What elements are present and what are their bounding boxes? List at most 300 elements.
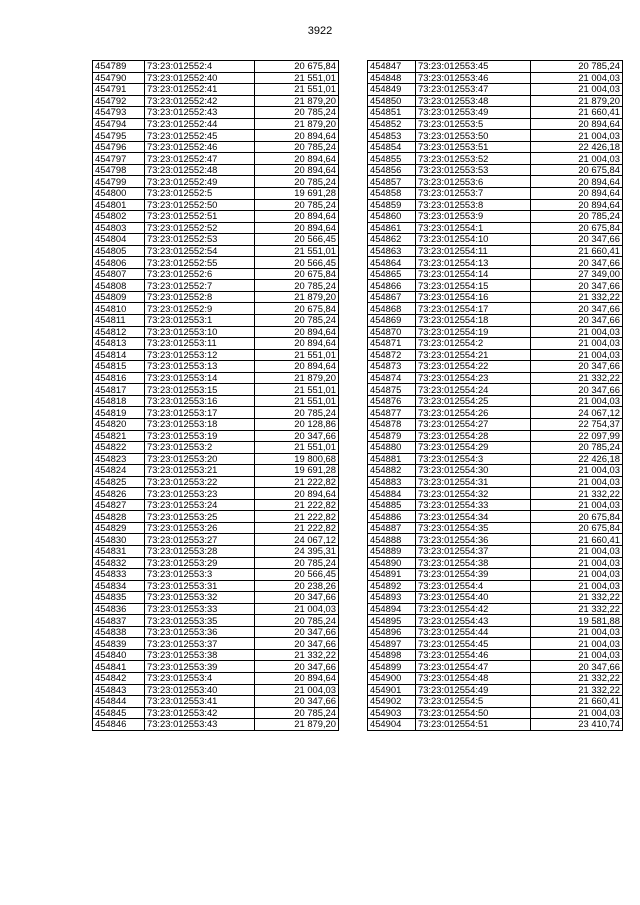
cadastral-value: 20 894,64: [531, 118, 623, 130]
row-number: 454853: [368, 130, 416, 142]
row-number: 454819: [93, 407, 145, 419]
table-row: [93, 84, 339, 96]
cadastral-number: 73:23:012553:7: [416, 188, 531, 200]
cadastral-number: 73:23:012553:1: [145, 315, 255, 327]
table-row: [368, 615, 623, 627]
table-row: [93, 522, 339, 534]
row-number: 454845: [93, 707, 145, 719]
row-number: 454878: [368, 418, 416, 430]
cadastral-number: 73:23:012554:37: [416, 545, 531, 557]
cadastral-value: 20 347,66: [531, 257, 623, 269]
table-row: [368, 592, 623, 604]
row-number: 454874: [368, 372, 416, 384]
table-row: [368, 280, 623, 292]
cadastral-number: 73:23:012553:28: [145, 545, 255, 557]
cadastral-value: 20 675,84: [255, 61, 339, 73]
cadastral-number: 73:23:012554:50: [416, 707, 531, 719]
row-number: 454797: [93, 153, 145, 165]
table-row: [93, 719, 339, 731]
cadastral-number: 73:23:012553:29: [145, 557, 255, 569]
cadastral-value: 21 332,22: [531, 672, 623, 684]
table-row: [93, 615, 339, 627]
table-row: [368, 176, 623, 188]
row-number: 454893: [368, 592, 416, 604]
cadastral-value: 21 004,03: [531, 557, 623, 569]
row-number: 454894: [368, 603, 416, 615]
cadastral-value: 21 004,03: [531, 130, 623, 142]
cadastral-number: 73:23:012554:19: [416, 326, 531, 338]
table-row: [368, 234, 623, 246]
cadastral-number: 73:23:012552:51: [145, 211, 255, 223]
cadastral-value: 21 004,03: [531, 638, 623, 650]
table-row: [368, 661, 623, 673]
table-row: [368, 118, 623, 130]
cadastral-value: 19 691,28: [255, 188, 339, 200]
register-table-left-body: [93, 61, 339, 731]
table-row: [93, 245, 339, 257]
row-number: 454814: [93, 349, 145, 361]
table-row: [93, 499, 339, 511]
cadastral-value: 19 800,68: [255, 453, 339, 465]
cadastral-value: 21 004,03: [531, 84, 623, 96]
row-number: 454808: [93, 280, 145, 292]
table-row: [368, 61, 623, 73]
cadastral-number: 73:23:012554:47: [416, 661, 531, 673]
cadastral-number: 73:23:012553:48: [416, 95, 531, 107]
row-number: 454795: [93, 130, 145, 142]
cadastral-number: 73:23:012553:43: [145, 719, 255, 731]
cadastral-value: 20 128,86: [255, 418, 339, 430]
cadastral-number: 73:23:012554:17: [416, 303, 531, 315]
row-number: 454826: [93, 488, 145, 500]
cadastral-number: 73:23:012554:14: [416, 268, 531, 280]
cadastral-value: 20 675,84: [531, 222, 623, 234]
table-row: [93, 684, 339, 696]
cadastral-value: 20 675,84: [255, 268, 339, 280]
table-row: [93, 153, 339, 165]
table-row: [93, 592, 339, 604]
cadastral-number: 73:23:012554:23: [416, 372, 531, 384]
cadastral-value: 20 894,64: [531, 188, 623, 200]
cadastral-number: 73:23:012554:39: [416, 569, 531, 581]
cadastral-value: 21 879,20: [531, 95, 623, 107]
table-row: [368, 291, 623, 303]
row-number: 454880: [368, 442, 416, 454]
cadastral-number: 73:23:012553:50: [416, 130, 531, 142]
cadastral-value: 20 894,64: [255, 130, 339, 142]
cadastral-number: 73:23:012553:15: [145, 384, 255, 396]
row-number: 454820: [93, 418, 145, 430]
cadastral-value: 20 347,66: [531, 361, 623, 373]
row-number: 454803: [93, 222, 145, 234]
table-row: [368, 545, 623, 557]
cadastral-number: 73:23:012553:37: [145, 638, 255, 650]
table-row: [93, 280, 339, 292]
row-number: 454836: [93, 603, 145, 615]
cadastral-value: 21 332,22: [531, 603, 623, 615]
cadastral-value: 21 332,22: [255, 649, 339, 661]
cadastral-number: 73:23:012554:28: [416, 430, 531, 442]
table-row: [368, 315, 623, 327]
row-number: 454837: [93, 615, 145, 627]
table-row: [368, 164, 623, 176]
table-row: [368, 707, 623, 719]
cadastral-value: 20 347,66: [255, 592, 339, 604]
row-number: 454904: [368, 719, 416, 731]
table-row: [368, 84, 623, 96]
table-row: [93, 384, 339, 396]
table-row: [93, 430, 339, 442]
row-number: 454881: [368, 453, 416, 465]
cadastral-number: 73:23:012554:36: [416, 534, 531, 546]
cadastral-number: 73:23:012554:34: [416, 511, 531, 523]
table-row: [368, 141, 623, 153]
cadastral-value: 21 660,41: [531, 245, 623, 257]
cadastral-number: 73:23:012552:47: [145, 153, 255, 165]
cadastral-value: 21 551,01: [255, 72, 339, 84]
row-number: 454866: [368, 280, 416, 292]
cadastral-value: 22 426,18: [531, 141, 623, 153]
row-number: 454860: [368, 211, 416, 223]
cadastral-value: 21 004,03: [255, 603, 339, 615]
row-number: 454847: [368, 61, 416, 73]
table-row: [368, 522, 623, 534]
cadastral-number: 73:23:012554:18: [416, 315, 531, 327]
cadastral-number: 73:23:012552:41: [145, 84, 255, 96]
row-number: 454882: [368, 465, 416, 477]
cadastral-number: 73:23:012553:11: [145, 338, 255, 350]
row-number: 454864: [368, 257, 416, 269]
row-number: 454870: [368, 326, 416, 338]
cadastral-number: 73:23:012554:49: [416, 684, 531, 696]
table-row: [93, 107, 339, 119]
cadastral-value: 20 894,64: [255, 488, 339, 500]
row-number: 454813: [93, 338, 145, 350]
table-row: [368, 72, 623, 84]
cadastral-value: 20 894,64: [531, 176, 623, 188]
table-row: [93, 141, 339, 153]
row-number: 454806: [93, 257, 145, 269]
cadastral-number: 73:23:012552:45: [145, 130, 255, 142]
cadastral-value: 20 785,24: [255, 199, 339, 211]
cadastral-number: 73:23:012553:10: [145, 326, 255, 338]
cadastral-value: 21 004,03: [531, 153, 623, 165]
cadastral-value: 20 894,64: [255, 338, 339, 350]
row-number: 454903: [368, 707, 416, 719]
row-number: 454857: [368, 176, 416, 188]
cadastral-value: 21 004,03: [531, 707, 623, 719]
row-number: 454827: [93, 499, 145, 511]
row-number: 454811: [93, 315, 145, 327]
table-row: [93, 453, 339, 465]
table-row: [368, 268, 623, 280]
row-number: 454877: [368, 407, 416, 419]
cadastral-number: 73:23:012552:4: [145, 61, 255, 73]
cadastral-number: 73:23:012553:42: [145, 707, 255, 719]
cadastral-number: 73:23:012554:48: [416, 672, 531, 684]
row-number: 454805: [93, 245, 145, 257]
table-row: [368, 95, 623, 107]
table-row: [368, 257, 623, 269]
table-row: [93, 315, 339, 327]
row-number: 454794: [93, 118, 145, 130]
row-number: 454901: [368, 684, 416, 696]
row-number: 454798: [93, 164, 145, 176]
row-number: 454839: [93, 638, 145, 650]
cadastral-value: 24 395,31: [255, 545, 339, 557]
cadastral-number: 73:23:012554:35: [416, 522, 531, 534]
cadastral-value: 22 097,99: [531, 430, 623, 442]
cadastral-value: 20 566,45: [255, 569, 339, 581]
table-row: [93, 395, 339, 407]
cadastral-value: 20 894,64: [255, 153, 339, 165]
cadastral-number: 73:23:012554:26: [416, 407, 531, 419]
cadastral-value: 21 004,03: [531, 499, 623, 511]
cadastral-number: 73:23:012553:41: [145, 696, 255, 708]
cadastral-value: 21 222,82: [255, 476, 339, 488]
table-row: [93, 164, 339, 176]
row-number: 454809: [93, 291, 145, 303]
cadastral-number: 73:23:012554:30: [416, 465, 531, 477]
row-number: 454871: [368, 338, 416, 350]
table-row: [368, 153, 623, 165]
cadastral-value: 19 581,88: [531, 615, 623, 627]
cadastral-value: 20 238,26: [255, 580, 339, 592]
cadastral-value: 20 785,24: [255, 557, 339, 569]
row-number: 454887: [368, 522, 416, 534]
table-row: [368, 326, 623, 338]
cadastral-value: 21 222,82: [255, 511, 339, 523]
row-number: 454818: [93, 395, 145, 407]
row-number: 454884: [368, 488, 416, 500]
table-row: [93, 303, 339, 315]
row-number: 454897: [368, 638, 416, 650]
row-number: 454822: [93, 442, 145, 454]
row-number: 454792: [93, 95, 145, 107]
table-row: [368, 188, 623, 200]
table-row: [368, 442, 623, 454]
row-number: 454861: [368, 222, 416, 234]
row-number: 454844: [93, 696, 145, 708]
row-number: 454876: [368, 395, 416, 407]
cadastral-value: 20 894,64: [255, 361, 339, 373]
table-row: [93, 511, 339, 523]
table-row: [93, 626, 339, 638]
cadastral-number: 73:23:012553:40: [145, 684, 255, 696]
cadastral-value: 21 004,03: [531, 626, 623, 638]
cadastral-value: 21 332,22: [531, 372, 623, 384]
row-number: 454889: [368, 545, 416, 557]
table-row: [93, 326, 339, 338]
cadastral-number: 73:23:012553:52: [416, 153, 531, 165]
table-row: [93, 211, 339, 223]
cadastral-value: 20 347,66: [531, 661, 623, 673]
row-number: 454890: [368, 557, 416, 569]
row-number: 454799: [93, 176, 145, 188]
row-number: 454816: [93, 372, 145, 384]
table-row: [368, 130, 623, 142]
cadastral-number: 73:23:012554:33: [416, 499, 531, 511]
cadastral-number: 73:23:012554:11: [416, 245, 531, 257]
cadastral-number: 73:23:012552:55: [145, 257, 255, 269]
cadastral-number: 73:23:012552:40: [145, 72, 255, 84]
cadastral-number: 73:23:012554:3: [416, 453, 531, 465]
cadastral-number: 73:23:012553:4: [145, 672, 255, 684]
cadastral-number: 73:23:012552:42: [145, 95, 255, 107]
table-row: [368, 418, 623, 430]
cadastral-value: 21 879,20: [255, 719, 339, 731]
table-row: [368, 626, 623, 638]
table-row: [93, 672, 339, 684]
table-row: [368, 672, 623, 684]
row-number: 454854: [368, 141, 416, 153]
cadastral-number: 73:23:012554:29: [416, 442, 531, 454]
cadastral-value: 21 004,03: [531, 580, 623, 592]
row-number: 454899: [368, 661, 416, 673]
cadastral-number: 73:23:012553:20: [145, 453, 255, 465]
cadastral-number: 73:23:012553:38: [145, 649, 255, 661]
row-number: 454873: [368, 361, 416, 373]
row-number: 454900: [368, 672, 416, 684]
cadastral-number: 73:23:012554:44: [416, 626, 531, 638]
table-row: [368, 476, 623, 488]
table-row: [93, 118, 339, 130]
table-row: [368, 303, 623, 315]
row-number: 454879: [368, 430, 416, 442]
cadastral-number: 73:23:012554:4: [416, 580, 531, 592]
cadastral-value: 24 067,12: [531, 407, 623, 419]
cadastral-value: 20 785,24: [255, 315, 339, 327]
row-number: 454824: [93, 465, 145, 477]
cadastral-value: 21 660,41: [531, 696, 623, 708]
table-row: [93, 476, 339, 488]
cadastral-value: 20 894,64: [255, 222, 339, 234]
table-row: [93, 372, 339, 384]
cadastral-value: 21 879,20: [255, 372, 339, 384]
row-number: 454848: [368, 72, 416, 84]
cadastral-number: 73:23:012553:24: [145, 499, 255, 511]
table-row: [368, 719, 623, 731]
cadastral-value: 21 551,01: [255, 245, 339, 257]
cadastral-number: 73:23:012553:13: [145, 361, 255, 373]
table-row: [93, 72, 339, 84]
cadastral-value: 21 004,03: [531, 465, 623, 477]
cadastral-value: 21 660,41: [531, 534, 623, 546]
cadastral-number: 73:23:012553:17: [145, 407, 255, 419]
row-number: 454891: [368, 569, 416, 581]
cadastral-number: 73:23:012553:51: [416, 141, 531, 153]
cadastral-number: 73:23:012552:52: [145, 222, 255, 234]
table-row: [368, 384, 623, 396]
table-row: [93, 707, 339, 719]
cadastral-value: 20 894,64: [255, 672, 339, 684]
row-number: 454790: [93, 72, 145, 84]
cadastral-value: 24 067,12: [255, 534, 339, 546]
table-row: [93, 188, 339, 200]
cadastral-value: 21 332,22: [531, 291, 623, 303]
cadastral-number: 73:23:012552:48: [145, 164, 255, 176]
cadastral-value: 19 691,28: [255, 465, 339, 477]
cadastral-number: 73:23:012553:45: [416, 61, 531, 73]
table-row: [93, 638, 339, 650]
cadastral-value: 20 347,66: [531, 315, 623, 327]
page-number: 3922: [307, 25, 333, 37]
cadastral-value: 21 004,03: [531, 395, 623, 407]
cadastral-value: 20 347,66: [255, 430, 339, 442]
row-number: 454856: [368, 164, 416, 176]
cadastral-number: 73:23:012554:38: [416, 557, 531, 569]
table-row: [93, 291, 339, 303]
table-row: [93, 176, 339, 188]
row-number: 454823: [93, 453, 145, 465]
row-number: 454804: [93, 234, 145, 246]
row-number: 454835: [93, 592, 145, 604]
row-number: 454815: [93, 361, 145, 373]
cadastral-value: 21 004,03: [531, 649, 623, 661]
register-table-right: [367, 60, 623, 731]
row-number: 454850: [368, 95, 416, 107]
row-number: 454852: [368, 118, 416, 130]
cadastral-value: 20 347,66: [531, 384, 623, 396]
cadastral-number: 73:23:012552:9: [145, 303, 255, 315]
table-row: [368, 245, 623, 257]
cadastral-value: 20 347,66: [255, 626, 339, 638]
table-row: [368, 534, 623, 546]
cadastral-number: 73:23:012553:25: [145, 511, 255, 523]
table-row: [93, 349, 339, 361]
cadastral-number: 73:23:012554:42: [416, 603, 531, 615]
cadastral-value: 21 004,03: [255, 684, 339, 696]
cadastral-number: 73:23:012554:1: [416, 222, 531, 234]
row-number: 454832: [93, 557, 145, 569]
cadastral-value: 27 349,00: [531, 268, 623, 280]
table-row: [368, 453, 623, 465]
row-number: 454840: [93, 649, 145, 661]
table-row: [368, 465, 623, 477]
table-row: [368, 430, 623, 442]
cadastral-value: 21 222,82: [255, 522, 339, 534]
cadastral-number: 73:23:012553:3: [145, 569, 255, 581]
table-row: [368, 211, 623, 223]
table-row: [93, 234, 339, 246]
table-row: [368, 107, 623, 119]
row-number: 454841: [93, 661, 145, 673]
cadastral-value: 21 879,20: [255, 291, 339, 303]
table-row: [93, 199, 339, 211]
row-number: 454849: [368, 84, 416, 96]
row-number: 454896: [368, 626, 416, 638]
register-table-left: [92, 60, 339, 731]
cadastral-value: 20 785,24: [255, 176, 339, 188]
row-number: 454902: [368, 696, 416, 708]
row-number: 454810: [93, 303, 145, 315]
table-row: [93, 61, 339, 73]
cadastral-number: 73:23:012552:54: [145, 245, 255, 257]
cadastral-number: 73:23:012554:32: [416, 488, 531, 500]
cadastral-number: 73:23:012553:33: [145, 603, 255, 615]
table-row: [368, 499, 623, 511]
row-number: 454886: [368, 511, 416, 523]
table-row: [368, 361, 623, 373]
cadastral-number: 73:23:012553:9: [416, 211, 531, 223]
row-number: 454869: [368, 315, 416, 327]
cadastral-number: 73:23:012553:32: [145, 592, 255, 604]
cadastral-value: 21 879,20: [255, 95, 339, 107]
cadastral-number: 73:23:012554:43: [416, 615, 531, 627]
table-row: [368, 407, 623, 419]
cadastral-value: 21 660,41: [531, 107, 623, 119]
cadastral-value: 20 347,66: [531, 280, 623, 292]
